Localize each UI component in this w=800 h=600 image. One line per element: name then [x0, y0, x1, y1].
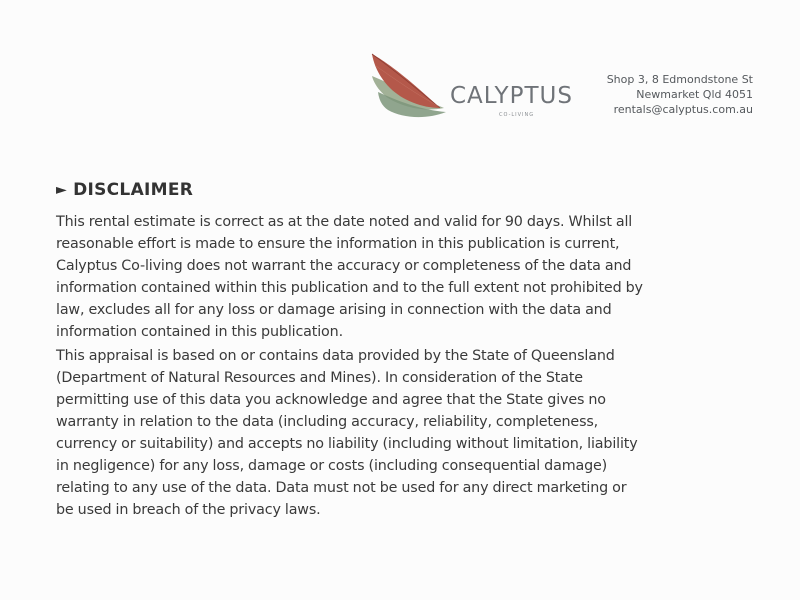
paragraph-line: information contained within this publication and to the full extent not prohibited by — [56, 280, 643, 296]
paragraph-line: in negligence) for any loss, damage or costs (including consequential damage) — [56, 458, 608, 474]
calyptus-logo — [366, 46, 591, 126]
disclaimer-heading-text: DISCLAIMER — [73, 180, 194, 200]
paragraph-line: Calyptus Co-living does not warrant the accuracy or completeness of the data and — [56, 258, 632, 274]
address-line-street: Shop 3, 8 Edmondstone St — [606, 73, 753, 86]
leaf-icon — [366, 46, 456, 126]
paragraph-line: (Department of Natural Resources and Mines). In consideration of the State — [56, 370, 583, 386]
paragraph-line: information contained in this publication. — [56, 324, 343, 340]
paragraph-line: be used in breach of the privacy laws. — [56, 502, 321, 518]
paragraph-line: reasonable effort is made to ensure the information in this publication is current, — [56, 236, 620, 252]
paragraph-line: currency or suitability) and accepts no liability (including without limitation, liability — [56, 436, 638, 452]
company-address — [607, 72, 753, 117]
paragraph-line: warranty in relation to the data (including accuracy, reliability, completeness, — [56, 414, 599, 430]
paragraph-line: law, excludes all for any loss or damage arising in connection with the data and — [56, 302, 612, 318]
arrow-right-icon: ► — [56, 182, 68, 198]
paragraph-line: relating to any use of the data. Data must not be used for any direct marketing or — [56, 480, 627, 496]
address-line-suburb: Newmarket Qld 4051 — [636, 88, 753, 101]
disclaimer-heading — [56, 180, 193, 200]
disclaimer-paragraph-2 — [56, 345, 756, 521]
paragraph-line: permitting use of this data you acknowledge and agree that the State gives no — [56, 392, 606, 408]
address-line-email[interactable]: rentals@calyptus.com.au — [613, 103, 753, 116]
paragraph-line: This appraisal is based on or contains data provided by the State of Queensland — [56, 348, 615, 364]
disclaimer-paragraph-1 — [56, 211, 756, 343]
logo-wordmark: CALYPTUS — [450, 83, 573, 109]
logo-tagline: CO-LIVING — [499, 112, 535, 118]
paragraph-line: This rental estimate is correct as at the date noted and valid for 90 days. Whilst all — [56, 214, 633, 230]
